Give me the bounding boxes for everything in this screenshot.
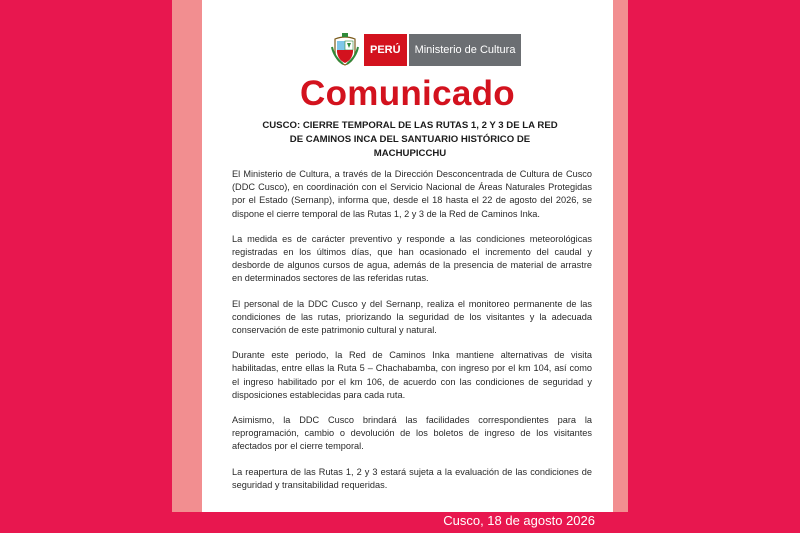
ministry-label: Ministerio de Cultura (408, 33, 523, 67)
right-decorative-stripe (613, 0, 628, 533)
left-decorative-stripe (172, 0, 202, 533)
coat-of-arms-icon (330, 33, 360, 67)
paragraph-6: La reapertura de las Rutas 1, 2 y 3 estará sujeta a la evaluación de las condiciones de seguridad y transitabilidad requeridas. (232, 466, 592, 490)
page-title: Comunicado (300, 74, 515, 113)
paragraph-3: El personal de la DDC Cusco y del Sernanp, realiza el monitoreo permanente de las condiciones de las rutas, priorizando la seguridad de los visitantes y la adecuada conservación de este patrimonio cultural y natural. (232, 298, 592, 336)
communique-date: Cusco, 18 de agosto 2026 (443, 513, 595, 528)
paragraph-5: Asimismo, la DDC Cusco brindará las facilidades correspondientes para la reprogramación, cambio o devolución de los boletos de ingreso de los visitantes afectados por el cierre temporal. (232, 415, 592, 452)
paragraph-2: La medida es de carácter preventivo y responde a las condiciones meteorológicas registradas en los últimos días, que han ocasionado el incremento del caudal y desborde de algunos cursos de agua, además de la presencia de material de arrastre en determinados sectores de las referidas rutas. (232, 233, 592, 284)
ministry-logo (330, 33, 522, 67)
communique-body (232, 168, 592, 504)
communique-subtitle: CUSCO: CIERRE TEMPORAL DE LAS RUTAS 1, 2 Y 3 DE LA RED DE CAMINOS INCA DEL SANTUARIO HISTÓRICO DE MACHUPICCHU (262, 120, 558, 159)
paragraph-1: El Ministerio de Cultura, a través de la Dirección Desconcentrada de Cultura de Cusco (DDC Cusco), en coordinación con el Servicio Nacional de Áreas Naturales Protegidas por el Estado (Sernanp), informa que, desde el 18 hasta el 22 de agosto del 2026, se dispone el cierre temporal de las Rutas 1, 2 y 3 de la Red de Caminos Inka. (232, 169, 592, 219)
peru-label: PERÚ (363, 33, 408, 67)
paragraph-4: Durante este periodo, la Red de Caminos Inka mantiene alternativas de visita habilitadas, entre ellas la Ruta 5 – Chachabamba, con ingreso por el km 104, así como el ingreso habilitado por el km 106, de acuerdo con las condiciones de seguridad y disposiciones establecidas para cada ruta. (232, 350, 592, 400)
